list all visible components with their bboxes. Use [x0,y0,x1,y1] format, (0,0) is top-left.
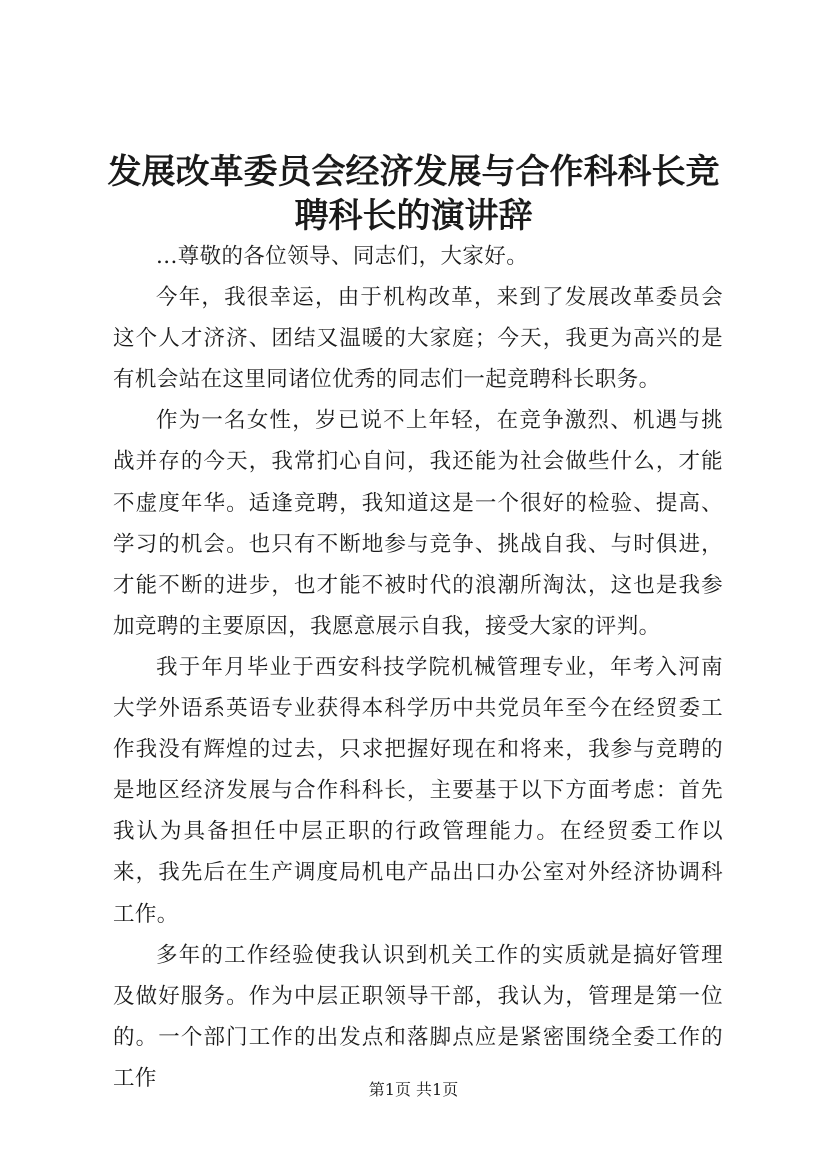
paragraph-1: 今年，我很幸运，由于机构改革，来到了发展改革委员会这个人才济济、团结又温暖的大家庭；今天，我更为高兴的是有机会站在这里同诸位优秀的同志们一起竞聘科长职务。 [113,285,723,393]
paragraph-4: 多年的工作经验使我认识到机关工作的实质就是搞好管理及做好服务。作为中层正职领导干部，我认为，管理是第一位的。一个部门工作的出发点和落脚点应是紧密围绕全委工作的工作 [113,942,723,1091]
paragraph-3: 我于年月毕业于西安科技学院机械管理专业，年考入河南大学外语系英语专业获得本科学历中共党员年至今在经贸委工作我没有辉煌的过去，只求把握好现在和将来，我参与竞聘的是地区经济发展与合作科科长，主要基于以下方面考虑：首先我认为具备担任中层正职的行政管理能力。在经贸委工作以来，我先后在生产调度局机电产品出口办公室对外经济协调科工作。 [113,654,723,927]
document-body [113,236,723,1099]
paragraph-greeting: ...尊敬的各位领导、同志们，大家好。 [156,244,529,269]
document-title: 发展改革委员会经济发展与合作科科长竞聘科长的演讲辞 [107,152,720,236]
paragraph-2: 作为一名女性，岁已说不上年轻，在竞争激烈、机遇与挑战并存的今天，我常扪心自问，我还能为社会做些什么，才能不虚度年华。适逢竞聘，我知道这是一个很好的检验、提高、学习的机会。也只有不断地参与竞争、挑战自我、与时俱进，才能不断的进步，也才能不被时代的浪潮所淘汰，这也是我参加竞聘的主要原因，我愿意展示自我，接受大家的评判。 [113,408,723,639]
page-number-footer: 第1页 共1页 [368,1080,459,1099]
